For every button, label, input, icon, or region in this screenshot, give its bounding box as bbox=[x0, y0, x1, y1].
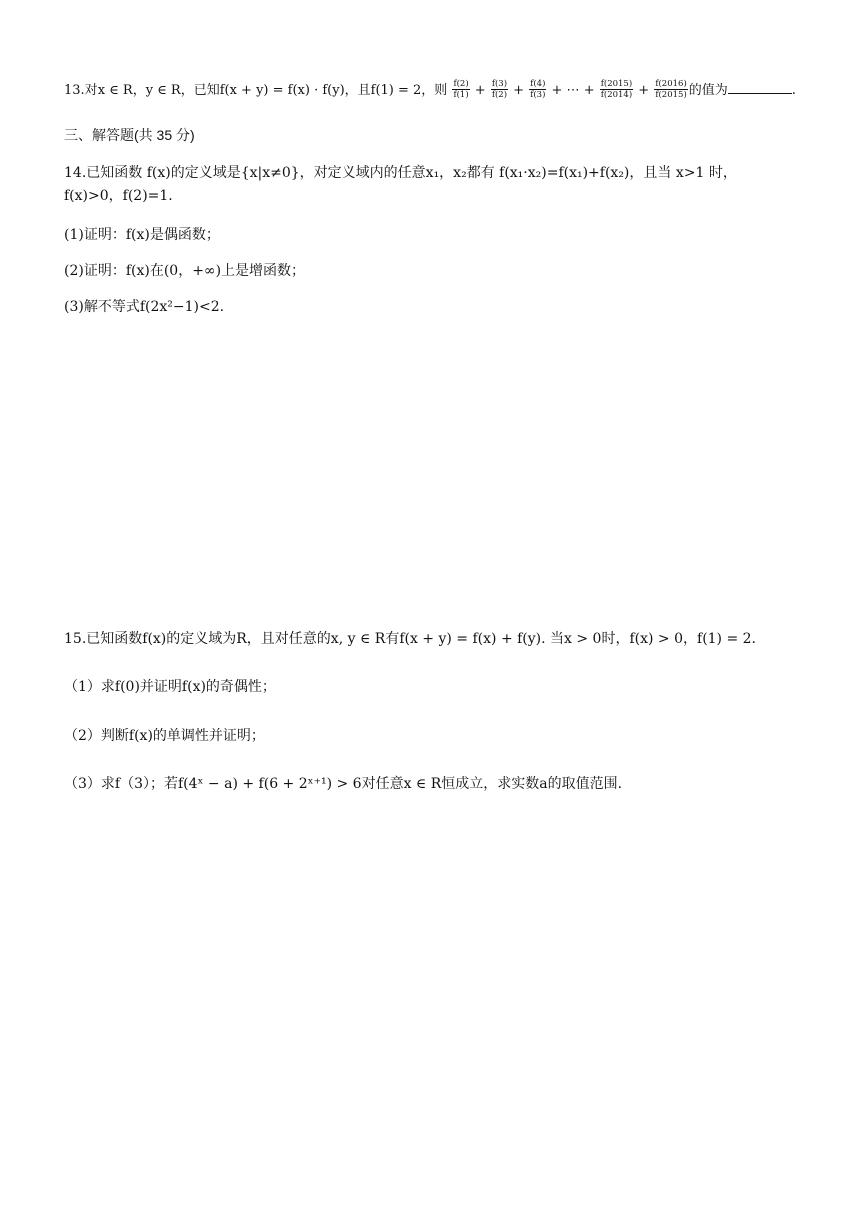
question-13 bbox=[64, 80, 796, 101]
q13-fraction-1: $\frac{f(2)}{f(1)}$ bbox=[453, 79, 469, 100]
plus-sign: + bbox=[513, 83, 525, 98]
question-14-part-1: (1)证明：f(x)是偶函数； bbox=[64, 227, 220, 243]
question-14-part-2: (2)证明：f(x)在(0，+∞)上是增函数； bbox=[64, 263, 306, 279]
q13-fraction-2: $\frac{f(3)}{f(2)}$ bbox=[491, 79, 508, 100]
q13-prefix: 13.对 bbox=[64, 83, 98, 98]
question-15-part-2: （2）判断f(x)的单调性并证明； bbox=[64, 728, 265, 744]
q13-end: . bbox=[791, 83, 796, 98]
plus-sign: + bbox=[638, 83, 650, 98]
plus-sign: + bbox=[474, 83, 486, 98]
question-15-part-1: （1）求f(0)并证明f(x)的奇偶性； bbox=[64, 679, 276, 695]
q13-fraction-3: $\frac{f(4)}{f(3)}$ bbox=[530, 79, 546, 100]
q13-fraction-4: $\frac{f(2015)}{f(2014)}$ bbox=[600, 79, 633, 100]
question-15-stem: 15.已知函数f(x)的定义域为R，且对任意的x, y ∈ R有f(x + y) = f(x) + f(y). 当x > 0时，f(x) > 0，f(1) = 2. bbox=[64, 631, 757, 647]
answer-blank bbox=[728, 82, 792, 94]
q13-condition: x ∈ R，y ∈ R，已知f(x + y) = f(x) · f(y)，且f(1) = 2，则 bbox=[97, 83, 448, 98]
q13-fraction-5: $\frac{f(2016)}{f(2015)}$ bbox=[655, 79, 687, 100]
question-14-line-1: 14.已知函数 f(x)的定义域是{x|x≠0}，对定义域内的任意x₁，x₂都有 f(x₁·x₂)=f(x₁)+f(x₂)，且当 x>1 时， bbox=[64, 165, 737, 181]
question-14-line-2: f(x)>0，f(2)=1. bbox=[64, 188, 173, 204]
question-15-part-3: （3）求f（3）；若f(4ˣ − a) + f(6 + 2ˣ⁺¹) > 6对任意x ∈ R恒成立，求实数a的取值范围. bbox=[64, 776, 623, 792]
section-title: 三、解答题(共 35 分) bbox=[64, 127, 195, 143]
question-14-part-3: (3)解不等式f(2x²−1)<2. bbox=[64, 299, 225, 315]
ellipsis: + ⋯ + bbox=[551, 83, 595, 98]
q13-suffix: 的值为 bbox=[688, 83, 728, 98]
